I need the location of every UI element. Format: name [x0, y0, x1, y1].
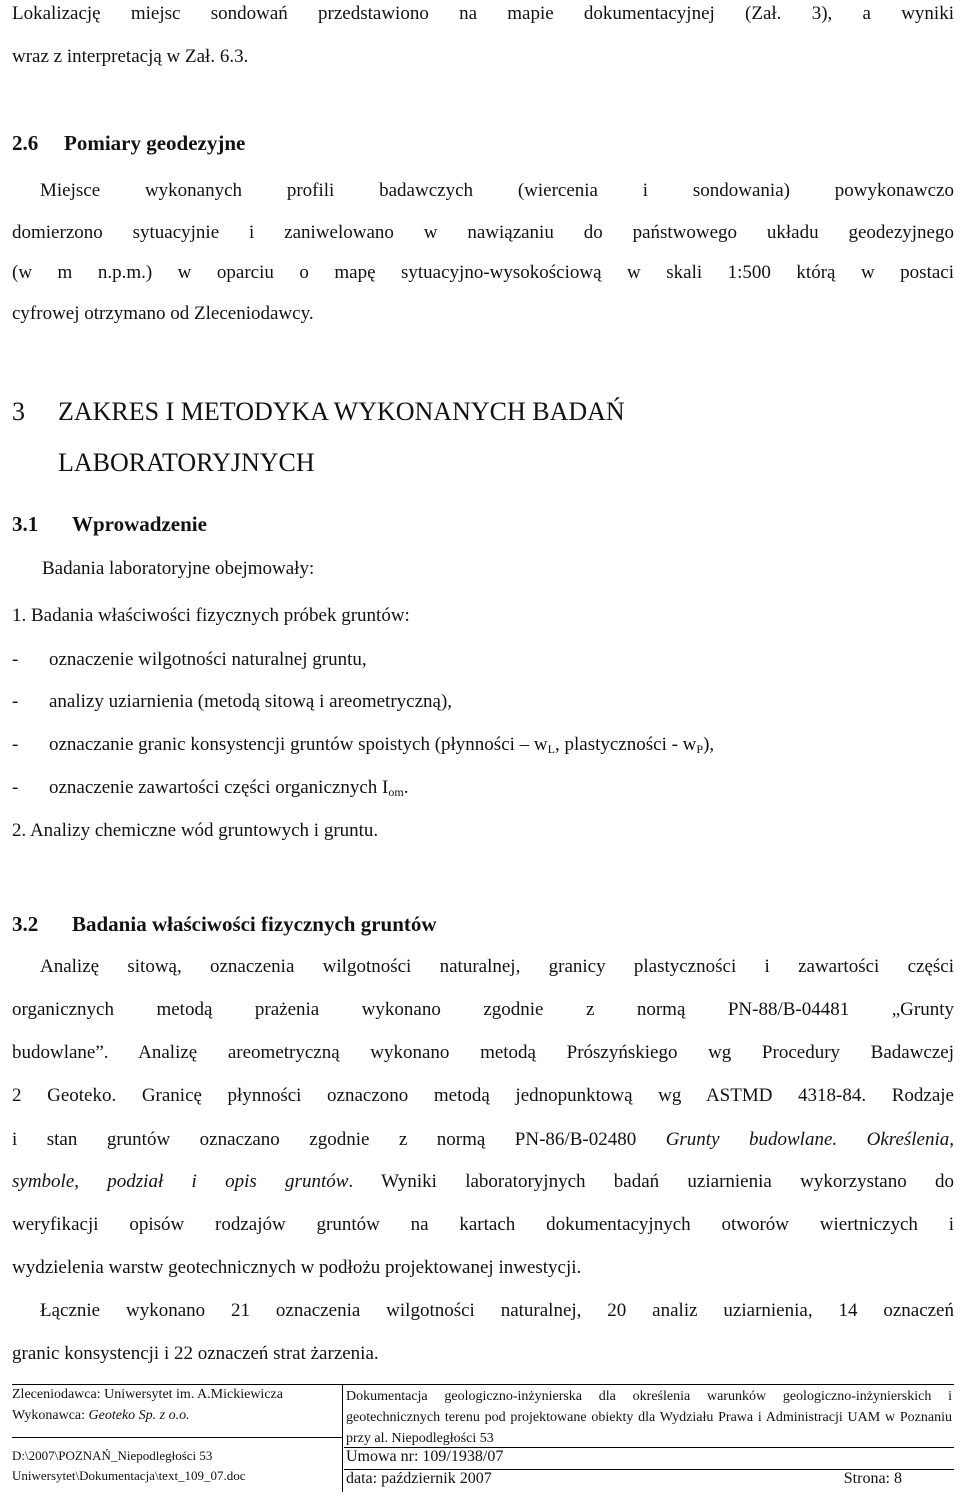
s32-line-9: Łącznie wykonano 21 oznaczenia wilgotności naturalnej, 20 analiz uziarnienia, 14 oznaczeń: [40, 1300, 954, 1321]
s26-line-3: (w m n.p.m.) w oparciu o mapę sytuacyjno-wysokościową w skali 1:500 którą w postaci: [12, 262, 954, 283]
s32-line-7: weryfikacji opisów rodzajów gruntów na kartach dokumentacyjnych otworów wiertniczych i: [12, 1214, 954, 1235]
section-3-2-heading: [12, 912, 437, 937]
intro-line-2: wraz z interpretacją w Zał. 6.3.: [12, 46, 249, 67]
s31-bullet-4: - oznaczenie zawartości części organicznych $I_{om}$.: [12, 777, 409, 799]
chapter-number: 3: [12, 397, 25, 426]
s31-bullet-2: - analizy uziarnienia (metodą sitową i areometryczną),: [12, 691, 453, 712]
section-number: 3.1: [12, 512, 39, 536]
s32-line-10: granic konsystencji i 22 oznaczeń strat żarzenia.: [12, 1343, 379, 1364]
section-2-6-heading: [12, 131, 245, 156]
s32-line-5: i stan gruntów oznaczano zgodnie z normą PN-86/B-02480 Grunty budowlane. Określenia,: [12, 1129, 955, 1150]
page-footer: [12, 1384, 954, 1492]
section-title: Wprowadzenie: [72, 512, 207, 536]
s32-line-8: wydzielenia warstw geotechnicznych w podłożu projektowanej inwestycji.: [12, 1257, 582, 1278]
s32-line-4: 2 Geoteko. Granicę płynności oznaczono metodą jednopunktową wg ASTMD 4318-84. Rodzaje: [12, 1085, 954, 1106]
section-number: 3.2: [12, 912, 39, 936]
section-3-1-heading: [12, 512, 207, 537]
section-number: 2.6: [12, 131, 39, 155]
footer-date: data: październik 2007: [346, 1470, 492, 1487]
section-title: Badania właściwości fizycznych gruntów: [72, 912, 437, 936]
section-title: Pomiary geodezyjne: [64, 131, 246, 155]
s31-bullet-3: - oznaczanie granic konsystencji gruntów spoistych (płynności – $w_L$, plastyczności - $w_P$),: [12, 734, 715, 756]
footer-path-1: D:\2007\POZNAŃ_Niepodległości 53: [12, 1448, 213, 1463]
s26-line-4: cyfrowej otrzymano od Zleceniodawcy.: [12, 303, 314, 324]
s32-line-3: budowlane”. Analizę areometryczną wykonano metodą Prószyńskiego wg Procedury Badawczej: [12, 1042, 954, 1063]
s26-line-2: domierzono sytuacyjnie i zaniwelowano w nawiązaniu do państwowego układu geodezyjnego: [12, 222, 954, 243]
footer-description: Dokumentacja geologiczno-inżynierska dla określenia warunków geologiczno-inżynierskich i geotechnicznych terenu pod projektowane obiekty dla Wydziału Prawa i Administracji UAM w Poznaniu przy al. Niepodległości 53: [346, 1389, 952, 1446]
footer-page-number: Strona: 8: [843, 1470, 902, 1487]
chapter-title-line-1: ZAKRES I METODYKA WYKONANYCH BADAŃ: [58, 397, 625, 426]
s31-item-2: 2. Analizy chemiczne wód gruntowych i gruntu.: [12, 820, 379, 841]
footer-path-2: Uniwersytet\Dokumentacja\text_109_07.doc: [12, 1468, 246, 1483]
intro-line-1: Lokalizację miejsc sondowań przedstawiono na mapie dokumentacyjnej (Zał. 3), a wyniki: [12, 3, 954, 24]
chapter-title-line-2: LABORATORYJNYCH: [58, 448, 315, 477]
footer-client: Zleceniodawca: Uniwersytet im. A.Mickiewicza: [12, 1387, 283, 1402]
s31-intro: Badania laboratoryjne obejmowały:: [42, 558, 315, 579]
s32-line-1: Analizę sitową, oznaczenia wilgotności naturalnej, granicy plastyczności i zawartości części: [40, 956, 954, 977]
s31-item-1: 1. Badania właściwości fizycznych próbek gruntów:: [12, 605, 410, 626]
footer-left-rule: [12, 1437, 342, 1438]
s31-bullet-1: - oznaczenie wilgotności naturalnej gruntu,: [12, 649, 367, 670]
chapter-3-heading: [12, 397, 625, 427]
s32-line-6: symbole, podział i opis gruntów. Wyniki laboratoryjnych badań uziarnienia wykorzystano do: [12, 1171, 954, 1192]
footer-left-block: [12, 1384, 343, 1492]
s26-line-1: Miejsce wykonanych profili badawczych (wiercenia i sondowania) powykonawczo: [40, 180, 954, 201]
footer-contract: Umowa nr: 109/1938/07: [346, 1448, 504, 1465]
s32-line-2: organicznych metodą prażenia wykonano zgodnie z normą PN-88/B-04481 „Grunty: [12, 999, 954, 1020]
footer-contractor: Wykonawca: Geoteko Sp. z o.o.: [12, 1408, 190, 1423]
